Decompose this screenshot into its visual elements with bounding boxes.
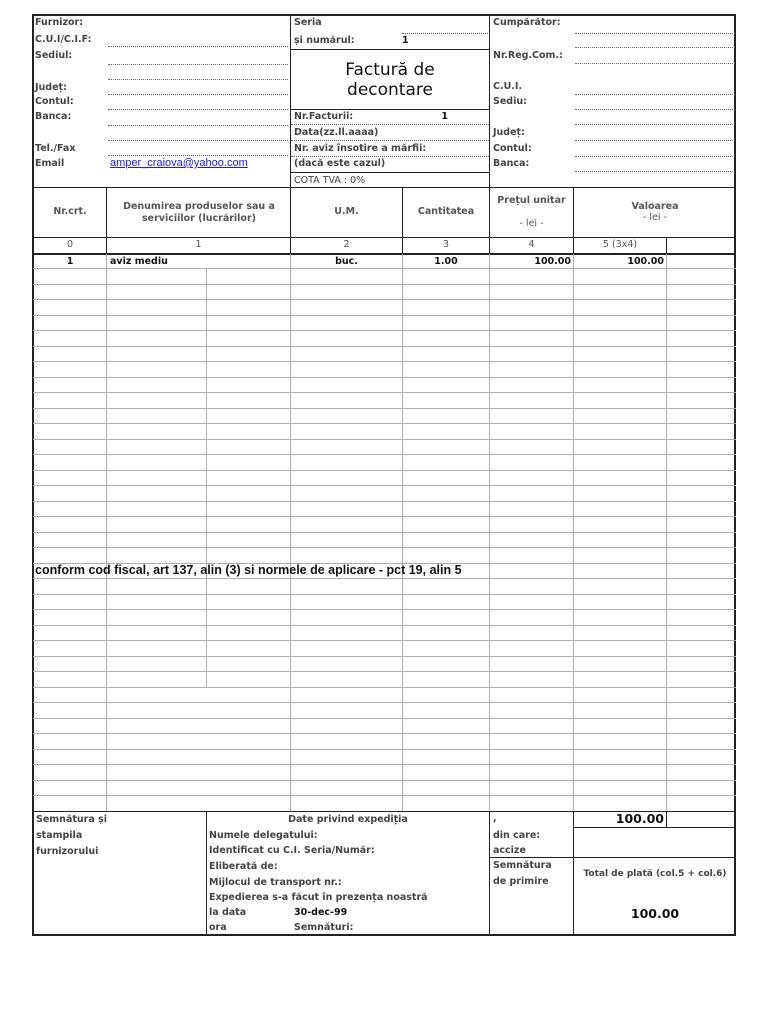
header-um: U.M. (334, 206, 359, 217)
grid-row-line (33, 656, 736, 657)
buyer-contul-label: Contul: (493, 143, 532, 154)
expedierea-label: Expedierea s-a făcut în prezența noastră (209, 892, 428, 903)
grid-row-line (33, 330, 736, 331)
banca-label: Banca: (35, 111, 72, 122)
seria-label: Seria (294, 17, 322, 28)
header-denumire: Denumirea produselor sau a serviciilor (lucrărilor) (123, 201, 275, 224)
grid-row-line (33, 718, 736, 719)
grid-row-line (33, 532, 736, 533)
grid-row-line (33, 346, 736, 347)
grid-row-line (33, 377, 736, 378)
delegat-label: Numele delegatului: (209, 830, 318, 841)
colnum-3: 3 (442, 239, 450, 250)
contul-label: Contul: (35, 96, 74, 107)
grid-row-line (33, 439, 736, 440)
grid-row-line (33, 547, 736, 548)
header-divider-1 (290, 14, 291, 188)
grid-row-line (33, 687, 736, 688)
grid-row-line (33, 268, 736, 269)
grid-row-line (33, 284, 736, 285)
grid-row-line (33, 780, 736, 781)
grid-row-line (33, 609, 736, 610)
ci-label: Identificat cu C.I. Seria/Număr: (209, 845, 375, 856)
grid-row-line (33, 408, 736, 409)
colnum-2: 2 (343, 239, 350, 250)
grid-row-line (33, 392, 736, 393)
judet-label: Județ: (35, 82, 67, 93)
din-care-label: din care: (493, 830, 541, 841)
semnatura-l1: Semnătura și (36, 814, 107, 825)
header-valoare-unit: - lei - (642, 212, 668, 223)
grid-col-line (489, 254, 490, 811)
semnatura-l3: furnizorului (36, 846, 99, 857)
grid-col-line (290, 254, 291, 811)
la-data-value: 30-dec-99 (294, 907, 348, 918)
buyer-cui-label: C.U.I. (493, 81, 523, 92)
sediul-label: Sediul: (35, 50, 73, 61)
invoice-title-line1: Factură de (345, 60, 435, 80)
grid-col-line (402, 254, 403, 811)
nr-facturii-value: 1 (441, 111, 448, 122)
total-plata-label: Total de plată (col.5 + col.6) (583, 869, 727, 879)
row1-nr: 1 (66, 256, 74, 267)
numarul-label: și numărul: (294, 35, 355, 46)
invoice-title-line2: decontare (347, 80, 433, 100)
email-link[interactable]: amper_craiova@yahoo.com (110, 157, 248, 169)
colnum-1: 1 (195, 239, 202, 250)
grid-col-line (573, 254, 574, 811)
grid-row-line (33, 640, 736, 641)
nrreg-label: Nr.Reg.Com.: (493, 50, 563, 61)
ora-label: ora (209, 922, 227, 933)
aviz-label: Nr. aviz însotire a mărfii: (294, 143, 427, 154)
header-pret: Prețul unitar (497, 195, 566, 206)
furnizor-label: Furnizor: (35, 17, 84, 28)
eliberata-label: Eliberată de: (209, 861, 278, 872)
cota-tva: COTA TVA : 0% (294, 175, 366, 186)
daca-label: (dacă este cazul) (294, 158, 386, 169)
grid-row-line (33, 594, 736, 595)
mijloc-label: Mijlocul de transport nr.: (209, 877, 342, 888)
grid-col-line (106, 254, 107, 811)
total-plata-value: 100.00 (630, 906, 680, 921)
semnatura-l2: stampila (36, 830, 83, 841)
row1-denumire: aviz mediu (110, 256, 168, 267)
grid-row-line (33, 454, 736, 455)
colnum-5: 5 (3x4) (602, 239, 638, 250)
grid-row-line (33, 516, 736, 517)
row1-pret: 100.00 (534, 256, 571, 267)
header-cantitate: Cantitatea (417, 206, 475, 217)
numarul-value: 1 (402, 35, 409, 46)
row1-um: buc. (335, 256, 358, 267)
grid-row-line (33, 671, 736, 672)
row1-cantitate: 1.00 (434, 256, 458, 267)
semnatura-primire-l1: Semnătura (493, 860, 552, 871)
buyer-sediu-label: Sediu: (493, 96, 527, 107)
colnum-4: 4 (528, 239, 535, 250)
email-label: Email (35, 158, 65, 169)
fiscal-note: conform cod fiscal, art 137, alin (3) si normele de aplicare - pct 19, alin 5 (35, 563, 462, 577)
buyer-banca-label: Banca: (493, 158, 530, 169)
grid-row-line (33, 625, 736, 626)
grid-row-line (33, 470, 736, 471)
semnatura-primire-l2: de primire (493, 876, 549, 887)
grid-col-line (666, 254, 667, 811)
grid-row-line (33, 299, 736, 300)
buyer-judet-label: Județ: (493, 127, 525, 138)
data-label: Data(zz.ll.aaaa) (294, 127, 379, 138)
grid-row-line (33, 733, 736, 734)
grid-row-line (33, 764, 736, 765)
invoice-title (291, 60, 489, 100)
accize-label: accize (493, 845, 526, 856)
grid-inner-line (206, 268, 207, 688)
header-divider-2 (489, 14, 490, 188)
grid-row-line (33, 361, 736, 362)
semnaturi-label: Semnături: (294, 922, 354, 933)
row1-valoare: 100.00 (627, 256, 664, 267)
grid-row-line (33, 423, 736, 424)
tel-label: Tel./Fax (35, 143, 76, 154)
header-valoare: Valoarea (631, 201, 679, 212)
grid-row-line (33, 702, 736, 703)
colnum-0: 0 (66, 239, 74, 250)
grid-row-line (33, 485, 736, 486)
nr-facturii-label: Nr.Facturii: (294, 111, 354, 122)
grid-row-line (33, 315, 736, 316)
grid-row-line (33, 501, 736, 502)
grid-row-line (33, 795, 736, 796)
la-data-label: la data (209, 907, 247, 918)
cui-label: C.U.I/C.I.F: (35, 34, 92, 45)
total-mark: , (493, 813, 497, 824)
header-pret-unit: - lei - (519, 218, 544, 229)
grid-row-line (33, 578, 736, 579)
cumparator-label: Cumpărător: (493, 17, 561, 28)
total-value: 100.00 (615, 811, 664, 826)
expeditie-title: Date privind expediția (288, 814, 408, 825)
header-nrcrt: Nr.crt. (53, 206, 87, 217)
grid-row-line (33, 749, 736, 750)
